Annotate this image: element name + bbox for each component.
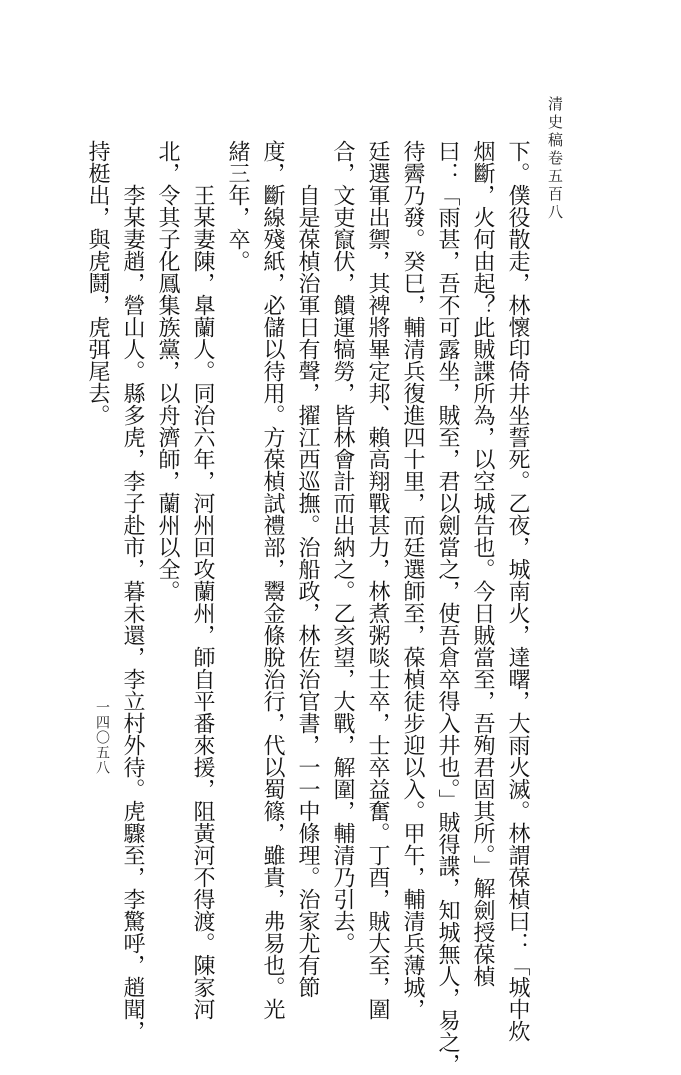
text-column: 王某妻陳，臯蘭人。同治六年，河州回攻蘭州，師自平番來援，阻黃河不得渡。陳家河 xyxy=(190,140,215,1020)
text-column: 自是葆楨治軍日有聲，擢江西巡撫。治船政，林佐治官書，一一中條理。治家尤有節 xyxy=(295,140,320,998)
text-column: 李某妻趙，營山人。縣多虎，李子赴市，暮未還，李立村外待。虎驟至，李驚呼，趙聞， xyxy=(120,140,145,1042)
page-number: 一四〇五八 xyxy=(94,700,110,775)
text-column: 持梃出，與虎鬪，虎弭尾去。 xyxy=(85,140,110,426)
text-column: 烟斷，火何由起？此賊諜所為，以空城告也。今日賊當至，吾殉君固其所。」解劍授葆楨 xyxy=(470,140,495,987)
running-title: 清史稿卷五百八 xyxy=(546,96,564,222)
text-column: 合，文吏竄伏，饋運犒勞，皆林會計而出納之。乙亥望，大戰，解圍，輔清乃引去。 xyxy=(330,140,355,954)
text-column: 度，斷線殘紙，必儲以待用。方葆楨試禮部，鬻金條脫治行，代以蜀篠，雖貴，弗易也。光 xyxy=(260,140,285,1020)
text-column: 待霽乃發。癸巳，輔清兵復進四十里，而廷選師至，葆楨徒步迎以入。甲午，輔清兵薄城， xyxy=(400,140,425,1020)
text-column: 下。僕役散走，林懷印倚井坐誓死。乙夜，城南火，達曙，大雨火滅。林謂葆楨曰：「城中炊 xyxy=(505,140,530,1042)
text-column: 廷選軍出禦，其裨將畢定邦、賴高翔戰甚力，林煮粥啖士卒，士卒益奮。丁酉，賊大至，圍 xyxy=(365,140,390,1020)
text-column: 緒三年，卒。 xyxy=(225,140,250,272)
text-column: 曰：「雨甚，吾不可露坐，賊至，君以劍當之，使吾倉卒得入井也。」賊得諜，知城無人，易之， xyxy=(435,140,460,1075)
text-column: 北，令其子化鳳集族黨，以舟濟師，蘭州以全。 xyxy=(155,140,180,602)
